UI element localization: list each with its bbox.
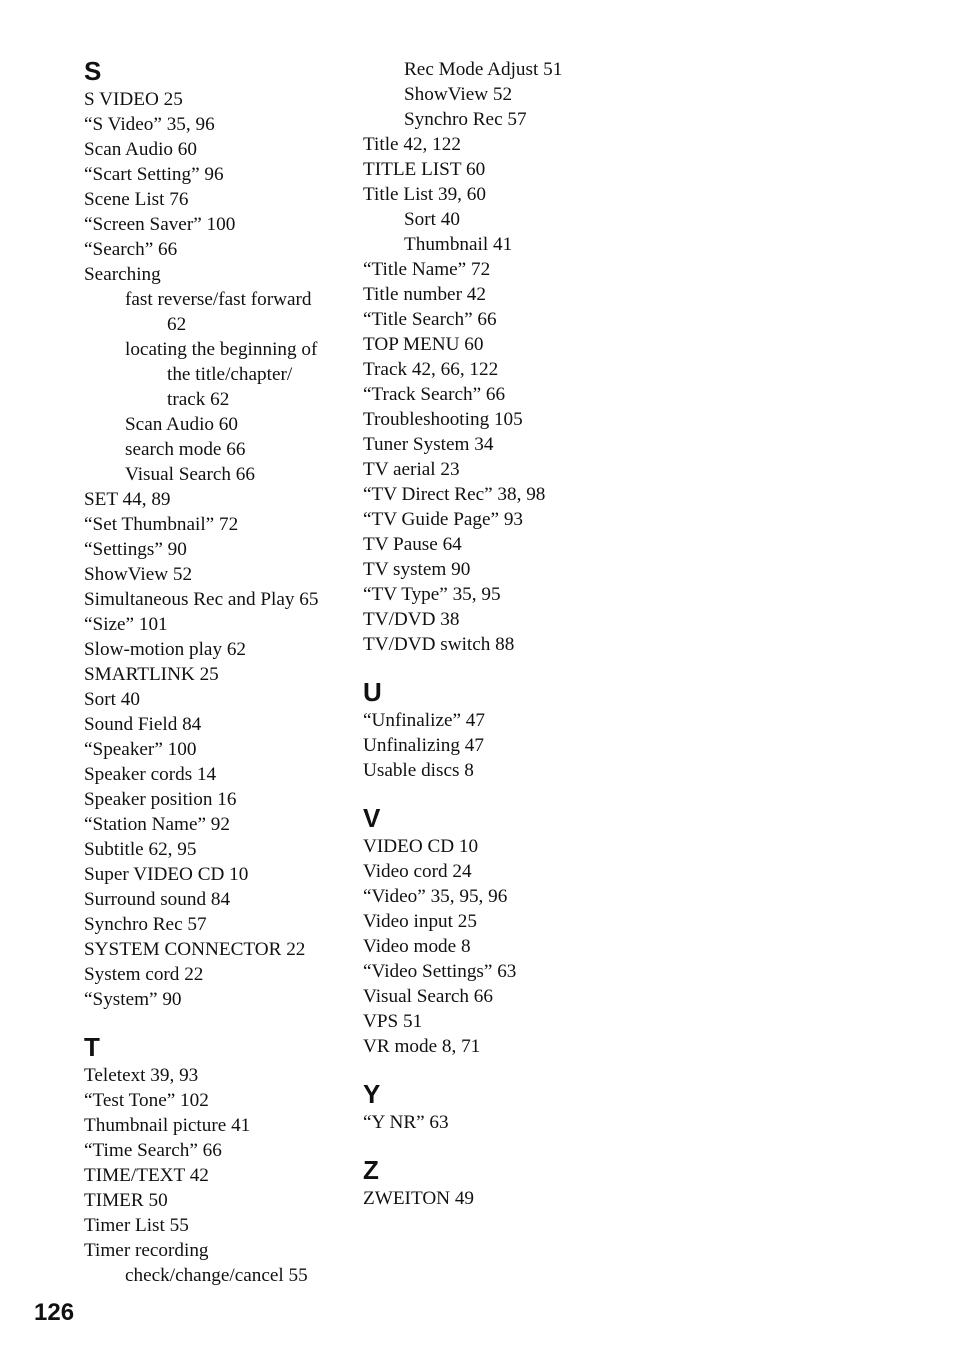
index-entry: “Scart Setting” 96 xyxy=(84,164,224,185)
index-entry: Tuner System 34 xyxy=(363,434,494,455)
index-entry: Thumbnail picture 41 xyxy=(84,1115,251,1136)
index-entry: TV aerial 23 xyxy=(363,459,460,480)
index-entry: “Video Settings” 63 xyxy=(363,961,517,982)
page-number: 126 xyxy=(34,1299,75,1326)
index-entry-continuation: track 62 xyxy=(167,389,230,410)
index-entry: Sound Field 84 xyxy=(84,714,202,735)
index-entry: “Track Search” 66 xyxy=(363,384,506,405)
index-subentry: check/change/cancel 55 xyxy=(125,1265,308,1286)
index-entry: “Search” 66 xyxy=(84,239,178,260)
index-entry: Subtitle 62, 95 xyxy=(84,839,197,860)
index-entry: Speaker position 16 xyxy=(84,789,237,810)
index-section xyxy=(84,1033,354,1288)
index-entry: Surround sound 84 xyxy=(84,889,231,910)
index-entry: “Screen Saver” 100 xyxy=(84,214,236,235)
index-section xyxy=(84,57,354,1012)
index-entry: Synchro Rec 57 xyxy=(84,914,207,935)
index-column-left xyxy=(84,57,354,1288)
index-entry: ShowView 52 xyxy=(84,564,193,585)
section-letter: Z xyxy=(363,1155,379,1185)
index-entry: SMARTLINK 25 xyxy=(84,664,219,685)
index-entry: TITLE LIST 60 xyxy=(363,159,486,180)
index-subentry: Sort 40 xyxy=(404,209,460,230)
index-entry: Timer List 55 xyxy=(84,1215,189,1236)
index-entry: TV/DVD switch 88 xyxy=(363,634,515,655)
index-entry: “Y NR” 63 xyxy=(363,1112,449,1133)
index-entry: “Title Name” 72 xyxy=(363,259,491,280)
index-entry: Teletext 39, 93 xyxy=(84,1065,199,1086)
index-entry: Unfinalizing 47 xyxy=(363,735,484,756)
index-entry: Slow-motion play 62 xyxy=(84,639,247,660)
index-entry: Usable discs 8 xyxy=(363,760,474,781)
index-entry: TV/DVD 38 xyxy=(363,609,460,630)
index-entry: TIME/TEXT 42 xyxy=(84,1165,209,1186)
index-subentry: Scan Audio 60 xyxy=(125,414,238,435)
index-entry: Simultaneous Rec and Play 65 xyxy=(84,589,319,610)
index-entry: SYSTEM CONNECTOR 22 xyxy=(84,939,306,960)
index-subentry: Rec Mode Adjust 51 xyxy=(404,59,563,80)
index-entry: TV system 90 xyxy=(363,559,471,580)
index-subentry: Visual Search 66 xyxy=(125,464,255,485)
index-section xyxy=(363,57,643,657)
section-letter: S xyxy=(84,56,102,86)
index-entry: “System” 90 xyxy=(84,989,182,1010)
index-section xyxy=(363,1156,643,1211)
index-entry: “Size” 101 xyxy=(84,614,168,635)
index-entry: Scene List 76 xyxy=(84,189,189,210)
index-entry: Track 42, 66, 122 xyxy=(363,359,499,380)
index-subentry: ShowView 52 xyxy=(404,84,513,105)
index-column-right xyxy=(363,57,643,1211)
index-entry: “Unfinalize” 47 xyxy=(363,710,485,731)
index-entry-continuation: 62 xyxy=(167,314,187,335)
index-subentry: Thumbnail 41 xyxy=(404,234,513,255)
index-entry: Super VIDEO CD 10 xyxy=(84,864,249,885)
index-entry: Searching xyxy=(84,264,161,285)
index-entry: ZWEITON 49 xyxy=(363,1188,475,1209)
index-entry: Sort 40 xyxy=(84,689,140,710)
index-entry: Troubleshooting 105 xyxy=(363,409,523,430)
index-entry: Title 42, 122 xyxy=(363,134,461,155)
section-letter: Y xyxy=(363,1079,381,1109)
index-section xyxy=(363,1080,643,1135)
index-entry: TV Pause 64 xyxy=(363,534,462,555)
index-entry: “Video” 35, 95, 96 xyxy=(363,886,508,907)
index-subentry: Synchro Rec 57 xyxy=(404,109,527,130)
index-subentry: fast reverse/fast forward xyxy=(125,289,312,310)
index-entry: “Title Search” 66 xyxy=(363,309,497,330)
index-entry: Speaker cords 14 xyxy=(84,764,217,785)
index-entry: “Time Search” 66 xyxy=(84,1140,222,1161)
index-section xyxy=(363,678,643,783)
index-entry: Title number 42 xyxy=(363,284,486,305)
index-entry: VPS 51 xyxy=(363,1011,423,1032)
index-entry: “S Video” 35, 96 xyxy=(84,114,215,135)
section-letter: V xyxy=(363,803,381,833)
index-entry: TIMER 50 xyxy=(84,1190,168,1211)
index-entry: “Set Thumbnail” 72 xyxy=(84,514,239,535)
index-entry: Title List 39, 60 xyxy=(363,184,486,205)
index-entry: “TV Guide Page” 93 xyxy=(363,509,524,530)
index-entry: “Test Tone” 102 xyxy=(84,1090,209,1111)
index-entry: VR mode 8, 71 xyxy=(363,1036,481,1057)
section-letter: U xyxy=(363,677,382,707)
index-subentry: locating the beginning of xyxy=(125,339,318,360)
index-entry: TOP MENU 60 xyxy=(363,334,484,355)
index-entry: “Station Name” 92 xyxy=(84,814,230,835)
index-entry: Video mode 8 xyxy=(363,936,471,957)
index-section xyxy=(363,804,643,1059)
index-entry: Video input 25 xyxy=(363,911,477,932)
index-entry: VIDEO CD 10 xyxy=(363,836,479,857)
index-entry: System cord 22 xyxy=(84,964,204,985)
index-entry: “Speaker” 100 xyxy=(84,739,197,760)
index-entry: Visual Search 66 xyxy=(363,986,493,1007)
section-letter: T xyxy=(84,1032,100,1062)
index-subentry: search mode 66 xyxy=(125,439,246,460)
index-entry: “TV Direct Rec” 38, 98 xyxy=(363,484,546,505)
index-entry: “TV Type” 35, 95 xyxy=(363,584,501,605)
index-entry: “Settings” 90 xyxy=(84,539,187,560)
index-entry: S VIDEO 25 xyxy=(84,89,183,110)
index-entry: Scan Audio 60 xyxy=(84,139,197,160)
index-entry-continuation: the title/chapter/ xyxy=(167,364,293,385)
index-entry: Timer recording xyxy=(84,1240,209,1261)
index-entry: SET 44, 89 xyxy=(84,489,171,510)
index-entry: Video cord 24 xyxy=(363,861,472,882)
